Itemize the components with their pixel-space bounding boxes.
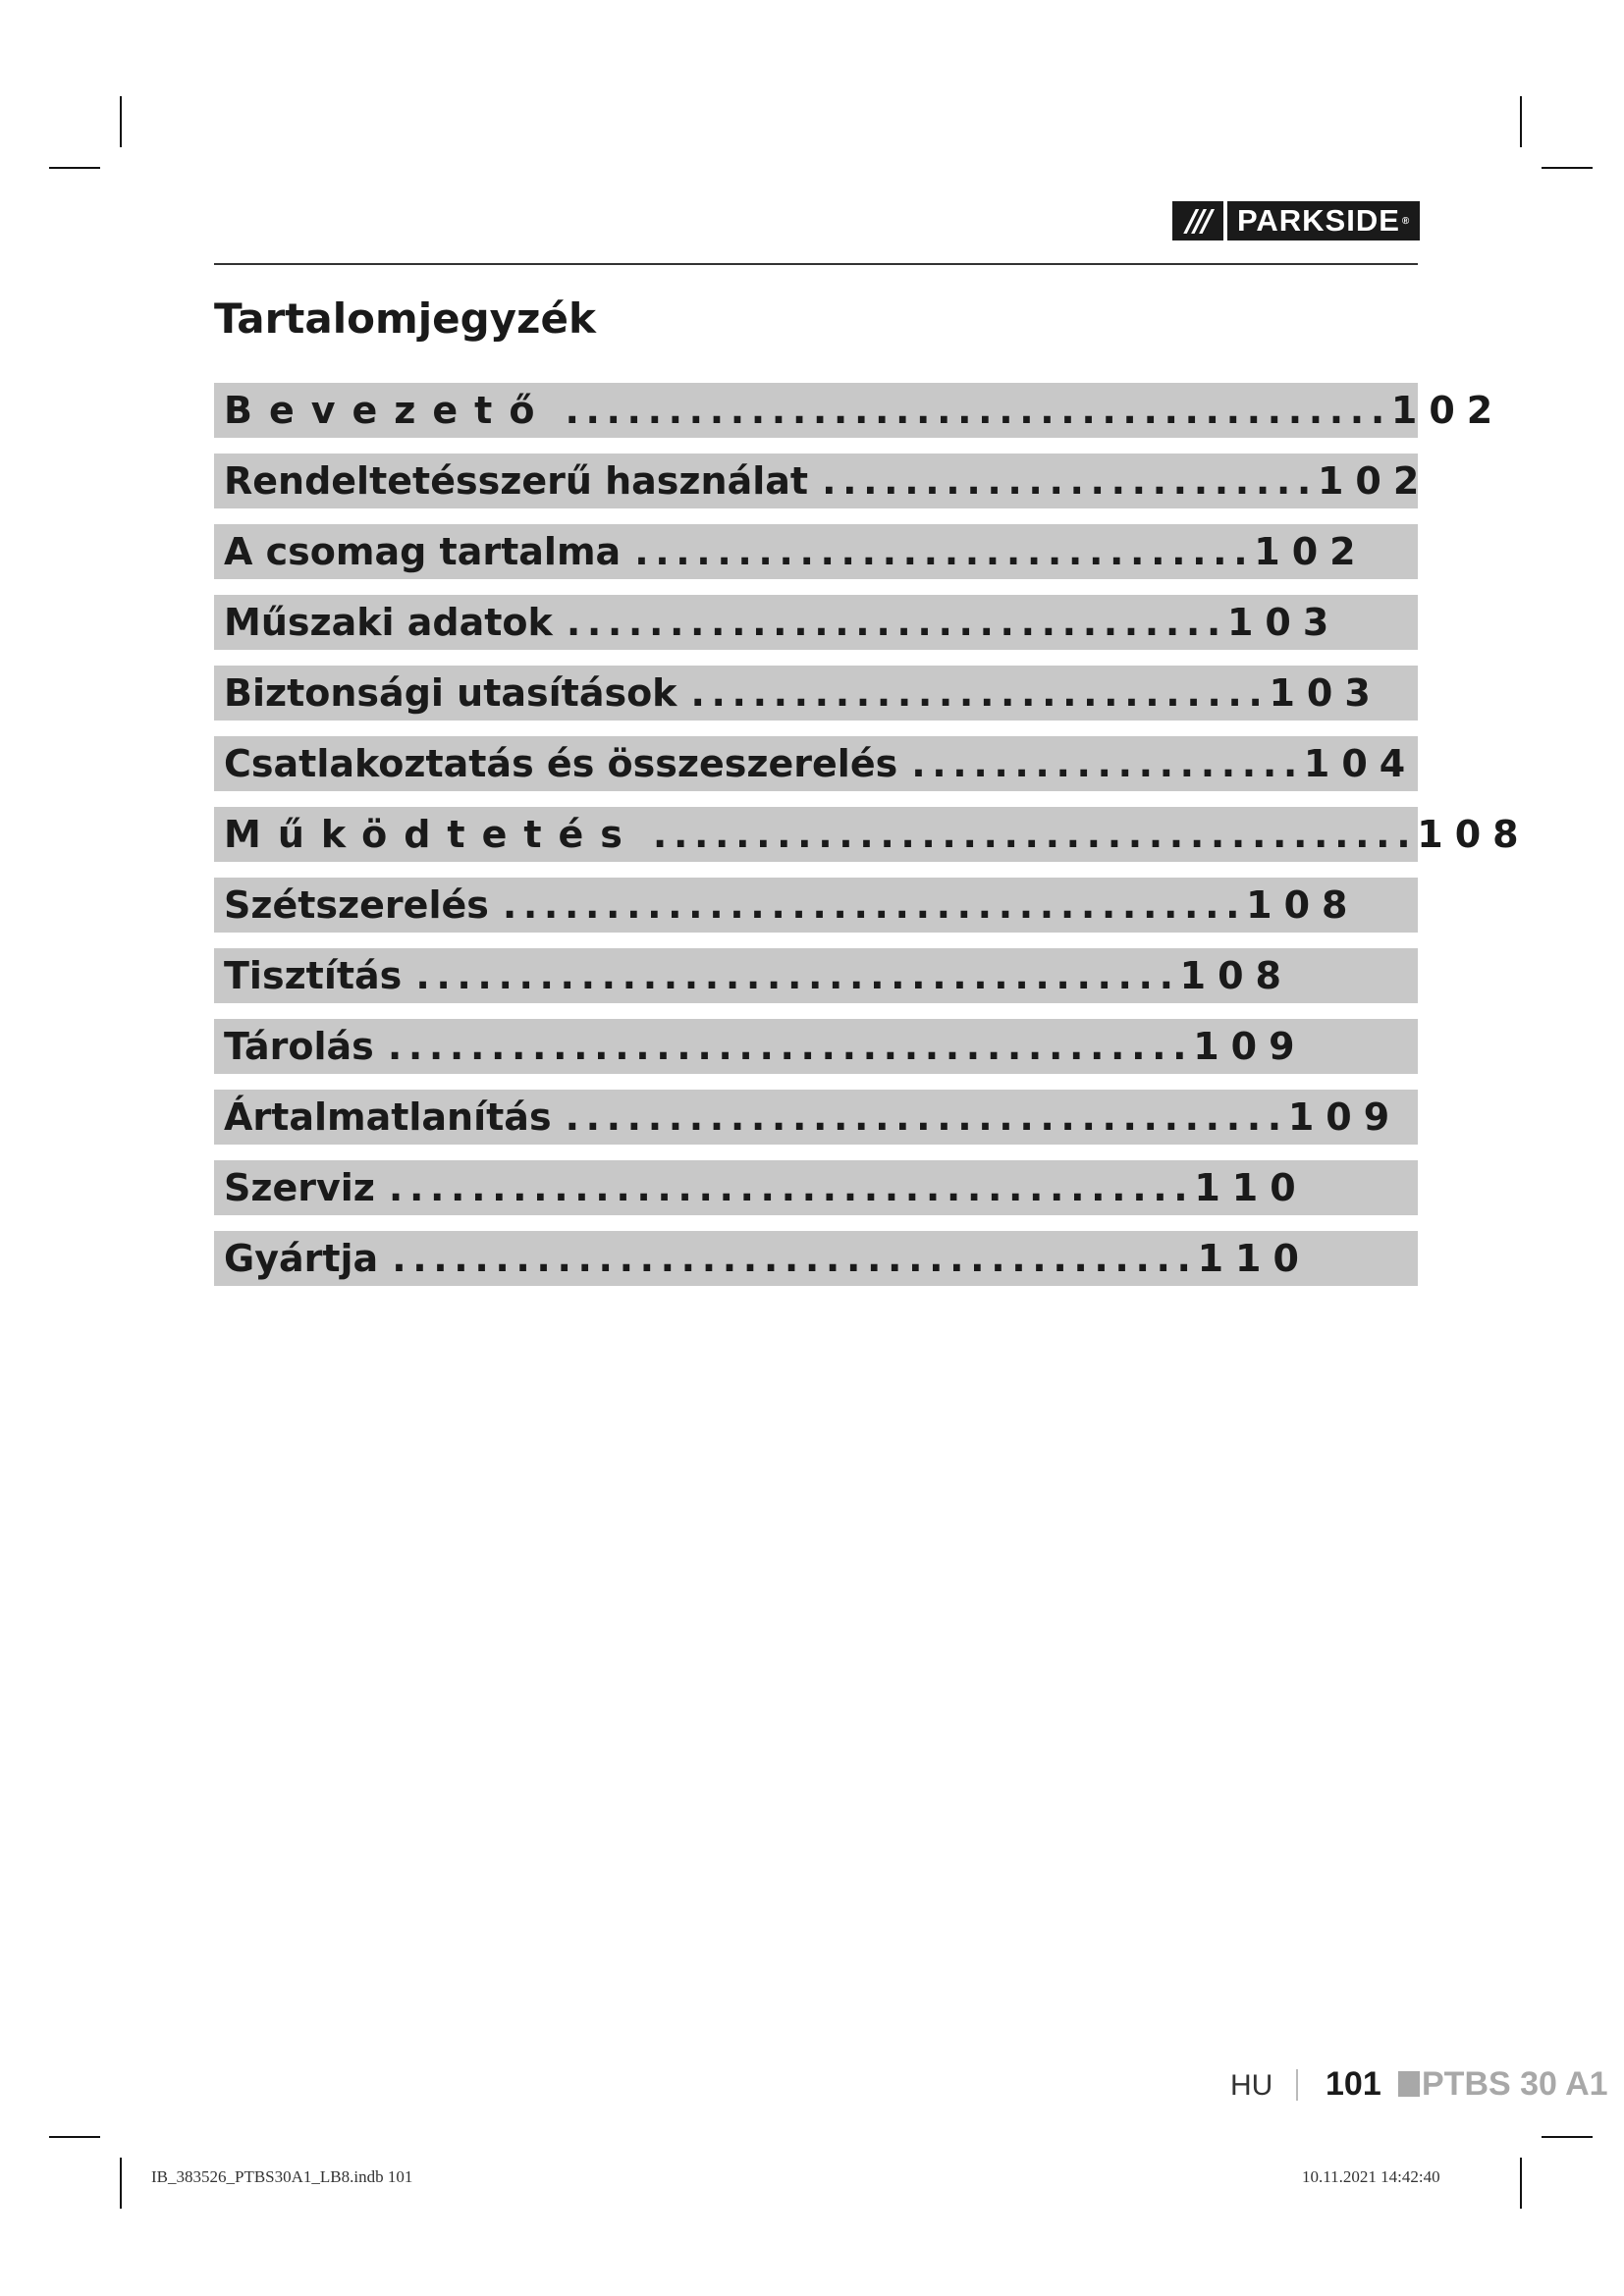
- print-slug-datetime: 10.11.2021 14:42:40: [1302, 2167, 1440, 2186]
- toc-entry-page: 109: [1193, 1025, 1307, 1068]
- toc-entry-label: Tisztítás: [224, 954, 403, 997]
- toc-entry-text: [224, 812, 1531, 857]
- toc-entry-label: Csatlakoztatás és összeszerelés: [224, 742, 898, 785]
- toc-entry-label: Szétszerelés: [224, 883, 489, 927]
- toc-leader-dots: .....................................: [415, 954, 1180, 997]
- toc-entry-text: [224, 1236, 1311, 1281]
- toc-entry-page: 102: [1317, 459, 1432, 503]
- toc-entry-page: 103: [1226, 601, 1341, 644]
- toc-leader-dots: ........................................: [565, 389, 1391, 432]
- header-rule: [214, 263, 1418, 265]
- toc-entry-text: [224, 1095, 1401, 1140]
- toc-entry-text: [224, 953, 1293, 998]
- toc-entry-text: [224, 882, 1359, 928]
- crop-mark: [49, 167, 100, 169]
- toc-entry-label: Biztonsági utasítások: [224, 671, 677, 715]
- toc-entry-text: [224, 458, 1431, 504]
- toc-entry[interactable]: [214, 1160, 1418, 1215]
- toc-entry-label: Bevezető: [224, 389, 552, 432]
- logo-slashes: ///: [1172, 201, 1223, 240]
- toc-leader-dots: .....................................: [652, 813, 1418, 856]
- toc-title: Tartalomjegyzék: [214, 294, 596, 343]
- footer-page-number: 101: [1326, 2065, 1381, 2103]
- toc-entry[interactable]: [214, 1231, 1418, 1286]
- toc-entry[interactable]: [214, 1090, 1418, 1145]
- toc-entry-page: 109: [1287, 1095, 1402, 1139]
- toc-entry-label: Rendeltetésszerű használat: [224, 459, 809, 503]
- toc-leader-dots: ..............................: [634, 530, 1255, 573]
- parkside-logo: [1172, 201, 1420, 240]
- toc-entry-page: 110: [1194, 1166, 1308, 1209]
- toc-entry[interactable]: [214, 736, 1418, 791]
- crop-mark: [1520, 2158, 1522, 2209]
- toc-leader-dots: ............................: [690, 671, 1270, 715]
- toc-entry-label: Tárolás: [224, 1025, 374, 1068]
- toc-entry[interactable]: [214, 595, 1418, 650]
- toc-leader-dots: .......................................: [388, 1166, 1195, 1209]
- toc-leader-dots: ...................: [911, 742, 1304, 785]
- toc-entry[interactable]: [214, 454, 1432, 508]
- toc-entry-label: A csomag tartalma: [224, 530, 622, 573]
- crop-mark: [1520, 96, 1522, 147]
- toc-leader-dots: .......................................: [387, 1025, 1194, 1068]
- toc-leader-dots: ........................: [822, 459, 1318, 503]
- toc-entry[interactable]: [214, 666, 1418, 721]
- toc-list: [214, 383, 1531, 1302]
- toc-entry-page: 108: [1246, 883, 1360, 927]
- footer-square-icon: [1398, 2071, 1420, 2097]
- crop-mark: [1542, 167, 1593, 169]
- footer-language: HU: [1230, 2069, 1273, 2102]
- toc-entry[interactable]: [214, 1019, 1418, 1074]
- logo-wordmark: [1227, 201, 1420, 240]
- toc-entry-label: Ártalmatlanítás: [224, 1095, 552, 1139]
- toc-leader-dots: ................................: [566, 601, 1227, 644]
- footer-model: PTBS 30 A1: [1422, 2065, 1608, 2103]
- toc-entry-text: [224, 1165, 1308, 1210]
- toc-entry-label: Szerviz: [224, 1166, 375, 1209]
- crop-mark: [1542, 2136, 1593, 2138]
- toc-entry-text: [224, 529, 1368, 574]
- toc-entry-text: [224, 388, 1504, 433]
- toc-entry-page: 104: [1303, 742, 1418, 785]
- toc-leader-dots: ...................................: [565, 1095, 1288, 1139]
- toc-entry-page: 108: [1179, 954, 1293, 997]
- toc-entry-page: 108: [1417, 813, 1531, 856]
- toc-entry-text: [224, 670, 1382, 716]
- toc-entry-label: Működtetés: [224, 813, 639, 856]
- toc-entry[interactable]: [214, 383, 1505, 438]
- toc-entry-page: 103: [1269, 671, 1382, 715]
- toc-entry[interactable]: [214, 807, 1531, 862]
- footer-separator: [1296, 2069, 1298, 2101]
- toc-entry-page: 110: [1197, 1237, 1311, 1280]
- toc-leader-dots: .......................................: [392, 1237, 1198, 1280]
- toc-entry-page: 102: [1254, 530, 1368, 573]
- toc-entry-page: 102: [1390, 389, 1505, 432]
- print-slug-file: IB_383526_PTBS30A1_LB8.indb 101: [151, 2167, 413, 2186]
- toc-entry-label: Gyártja: [224, 1237, 379, 1280]
- toc-entry[interactable]: [214, 948, 1418, 1003]
- toc-entry[interactable]: [214, 878, 1418, 933]
- registered-mark: ®: [1401, 215, 1411, 227]
- logo-name: PARKSIDE: [1237, 203, 1400, 238]
- toc-entry-text: [224, 741, 1417, 786]
- toc-entry-label: Műszaki adatok: [224, 601, 553, 644]
- toc-leader-dots: ....................................: [502, 883, 1247, 927]
- crop-mark: [120, 96, 122, 147]
- toc-entry-text: [224, 1024, 1307, 1069]
- toc-entry[interactable]: [214, 524, 1418, 579]
- toc-entry-text: [224, 600, 1340, 645]
- crop-mark: [49, 2136, 100, 2138]
- crop-mark: [120, 2158, 122, 2209]
